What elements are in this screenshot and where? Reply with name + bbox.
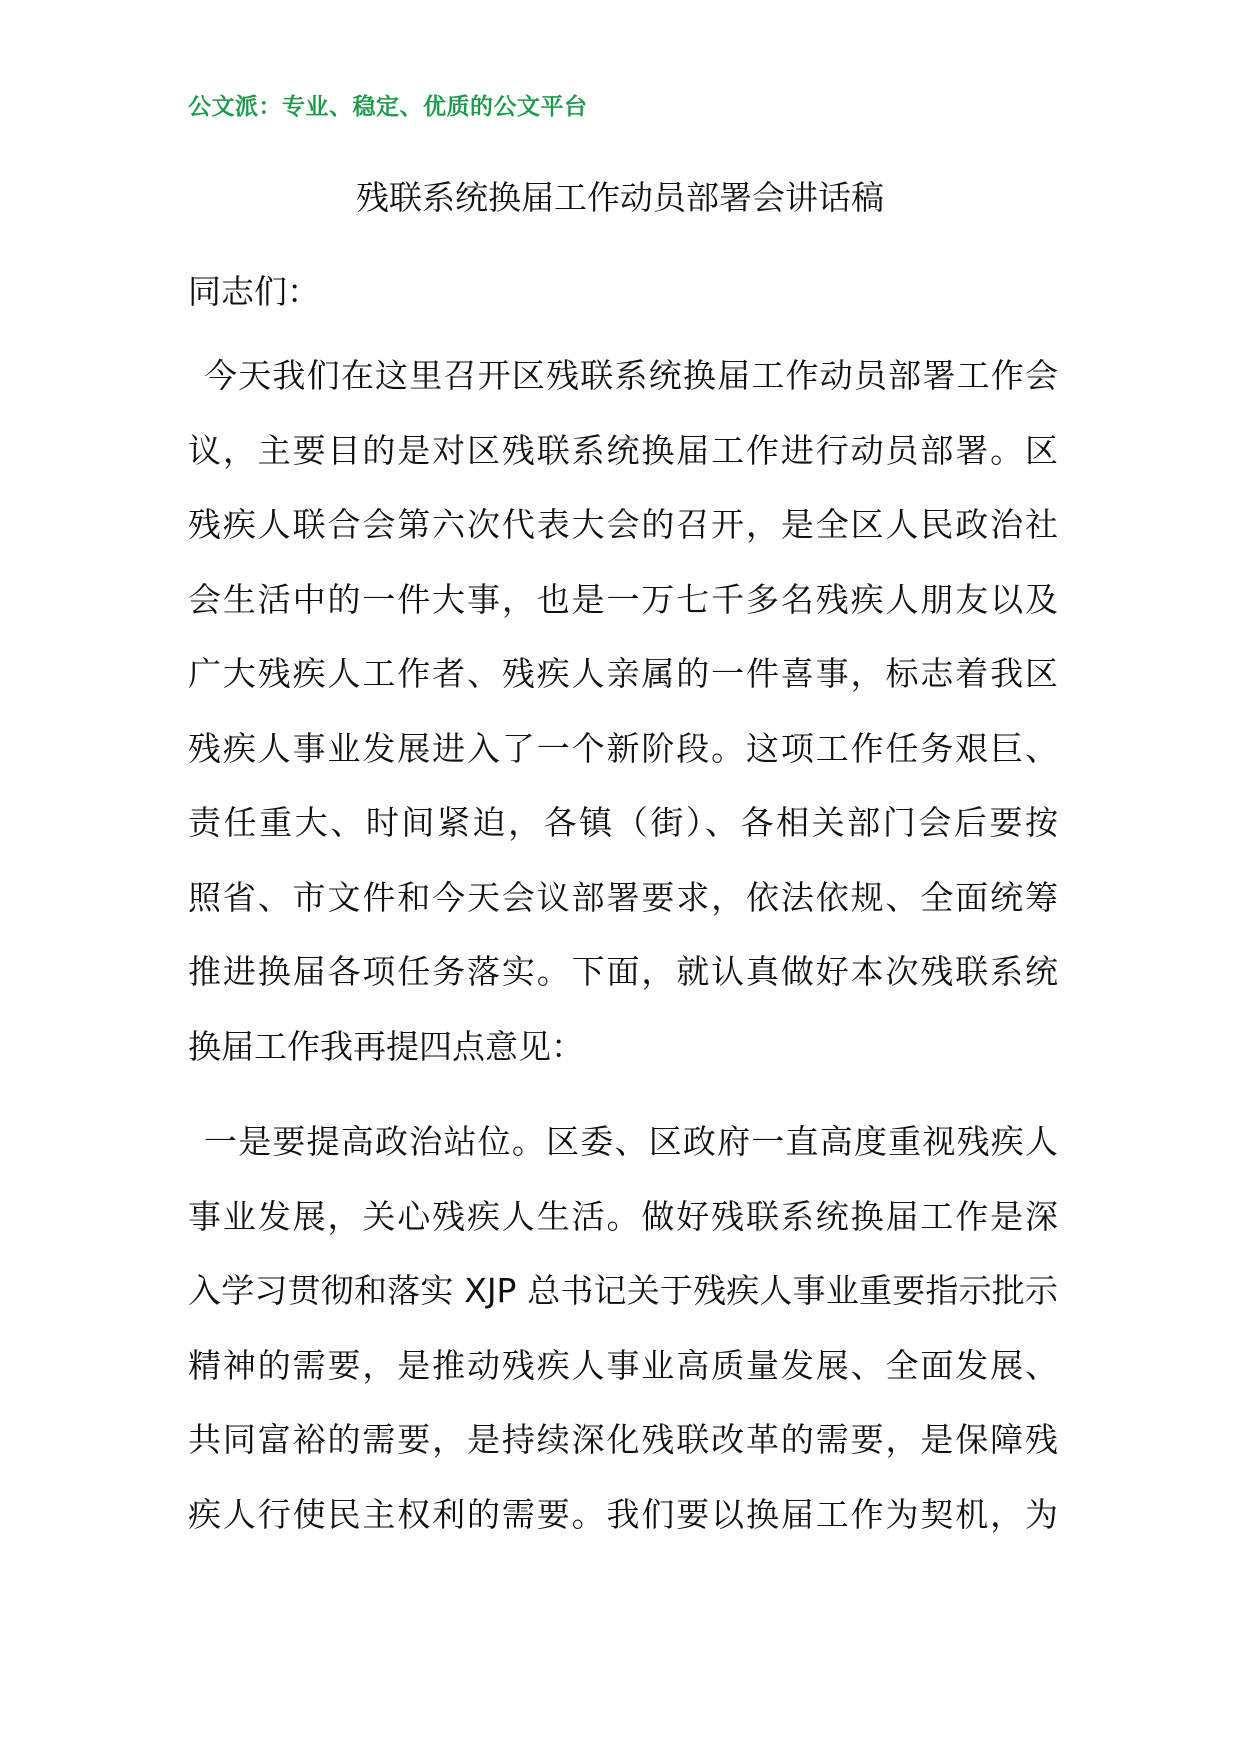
paragraph-line: 共同富裕的需要，是持续深化残联改革的需要，是保障残 xyxy=(188,1420,1058,1459)
paragraph-line: 会生活中的一件大事，也是一万七千多名残疾人朋友以及 xyxy=(188,579,1058,619)
paragraph-line: 责任重大、时间紧迫，各镇（街）、各相关部门会后要按 xyxy=(188,803,1058,842)
platform-banner: 公文派：专业、稳定、优质的公文平台 xyxy=(188,94,588,120)
paragraph-line: 推进换届各项任务落实。下面，就认真做好本次残联系统 xyxy=(188,952,1058,991)
salutation: 同志们： xyxy=(188,272,320,311)
paragraph-intro xyxy=(188,356,1058,1101)
paragraph-line: 疾人行使民主权利的需要。我们要以换届工作为契机，为 xyxy=(188,1494,1058,1534)
document-title: 残联系统换届工作动员部署会讲话稿 xyxy=(356,178,884,217)
paragraph-line: 广大残疾人工作者、残疾人亲属的一件喜事，标志着我区 xyxy=(188,654,1058,693)
paragraph-line: 照省、市文件和今天会议部署要求，依法依规、全面统筹 xyxy=(188,877,1058,917)
paragraph-line: 残疾人事业发展进入了一个新阶段。这项工作任务艰巨、 xyxy=(188,728,1058,768)
paragraph-line: 今天我们在这里召开区残联系统换届工作动员部署工作会 xyxy=(204,356,1058,395)
paragraph-line: 入学习贯彻和落实 XJP 总书记关于残疾人事业重要指示批示 xyxy=(188,1271,1058,1310)
paragraph-line: 换届工作我再提四点意见： xyxy=(188,1026,584,1066)
paragraph-line: 精神的需要，是推动残疾人事业高质量发展、全面发展、 xyxy=(188,1345,1058,1385)
paragraph-line: 事业发展，关心残疾人生活。做好残联系统换届工作是深 xyxy=(188,1196,1058,1236)
paragraph-point-one xyxy=(188,1122,1058,1569)
paragraph-line: 一是要提高政治站位。区委、区政府一直高度重视残疾人 xyxy=(204,1122,1058,1161)
paragraph-line: 残疾人联合会第六次代表大会的召开，是全区人民政治社 xyxy=(188,505,1058,544)
paragraph-line: 议，主要目的是对区残联系统换届工作进行动员部署。区 xyxy=(188,430,1058,470)
